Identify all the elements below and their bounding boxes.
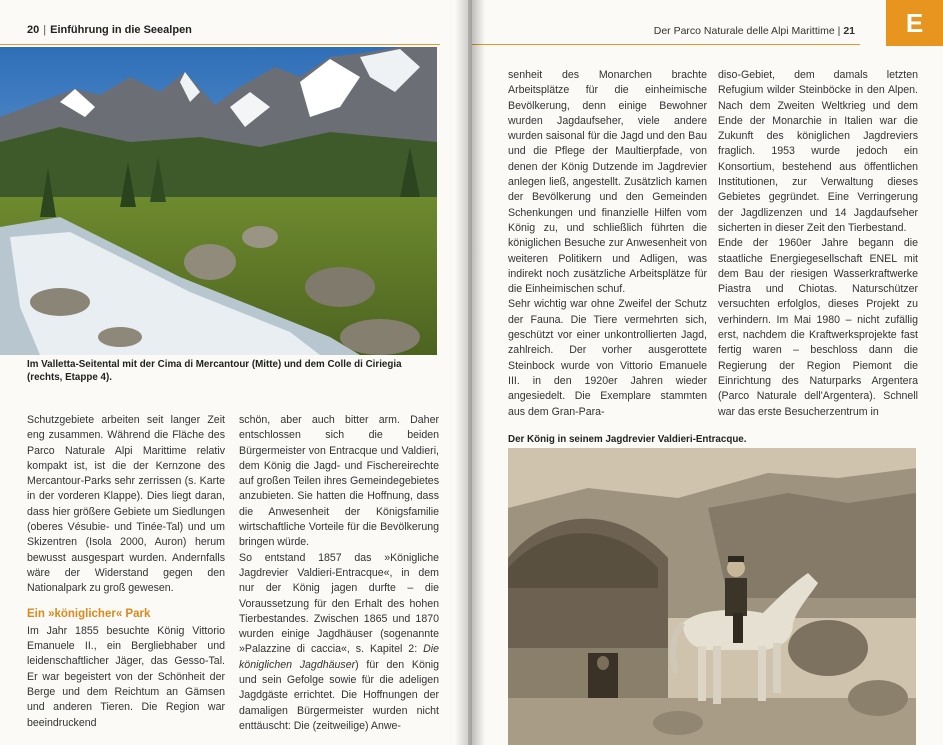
right-running-header (654, 25, 855, 37)
paragraph: Ende der 1960er Jahre begann die staatliche Energiegesellschaft ENEL mit dem Bau der riesigen Wasserkraftwerke Piastra und Chiotas. Naturschützer versuchten erfolglos, dieses Projekt zu verhindern. Im Mai 1980 – nicht zufällig erst, nachdem die Kraftwerksprojekte fast fertig waren – beschloss dann die Regierung der Region Piemont die Einrichtung des Naturparks Argentera (Parco Naturale dell'Argentera). Schnell war das erste Besucherzentrum in (718, 237, 918, 418)
left-text-column-2 (239, 413, 439, 734)
header-separator: | (43, 24, 47, 36)
left-page (0, 0, 468, 745)
valletta-valley-photo (0, 47, 437, 355)
left-header-title: Einführung in die Seealpen (50, 24, 192, 36)
left-page-number: 20 (27, 24, 40, 36)
right-page-number: 21 (843, 25, 855, 37)
paragraph (239, 551, 439, 735)
paragraph: Schutzgebiete arbeiten seit langer Zeit eng zusammen. Während die Fläche des Parco Naturale Alpi Marittime relativ kompakt ist, ist die der Kernzone des Mercantour-Parks sehr zerrissen (s. Karte in der vorderen Klappe). Dies liegt daran, dass hier größere Gebiete um Siedlungen (oberes Vésubie- und Tinée-Tal) und um Skizentren (Isola 2000, Auron) herum bewusst ausgespart wurden. Andernfalls wäre der Widerstand gegen den Nationalpark zu groß gewesen. (27, 414, 225, 595)
paragraph: diso-Gebiet, dem damals letzten Refugium wilder Steinböcke in den Alpen. Nach dem Zweiten Weltkrieg und dem Ende der Monarchie in Italien war die Zukunft des königlichen Jagdreviers fraglich. 1953 wurde jedoch ein Konsortium, bestehend aus öffentlichen Institutionen, zur Verwaltung dieses Gebietes gegründet. Eine Verringerung der Jagdlizenzen und 14 Jagdaufseher sicherten in dieser Zeit den Tierbestand. (718, 69, 918, 234)
header-separator: | (837, 25, 841, 37)
paragraph: schön, aber auch bitter arm. Daher entschlossen sich die beiden Bürgermeister von Entracque und Valdieri, dem König die Jagd- und Fischereirechte auf großen Teilen ihres Gemeindegebietes anzubieten. Sie hatten die Hoffnung, dass die Anwesenheit der Königsfamilie wirtschaftliche Vorteile für die Bevölkerung bringen würde. (239, 414, 439, 549)
chapter-reference: Die königlichen Jagdhäuser (239, 643, 439, 671)
header-rule (0, 44, 440, 45)
right-header-title: Der Parco Naturale delle Alpi Marittime (653, 25, 835, 37)
chapter-tab: E (886, 0, 943, 46)
paragraph: Sehr wichtig war ohne Zweifel der Schutz der Fauna. Die Tiere vermehrten sich, geschützt vor einer unkontrollierten Jagd, zahlreich. Der vorher ausgerottete Steinbock wurde von Vittorio Emanuele III. in den 1920er Jahren wieder angesiedelt. Die Exemplare stammten aus dem Gran-Para- (508, 298, 707, 418)
photo-caption: Im Valletta-Seitental mit der Cima di Mercantour (Mitte) und dem Colle di Ciriegia (rechts, Etappe 4). (27, 359, 402, 383)
left-running-header (27, 24, 192, 36)
paragraph: Im Jahr 1855 besuchte König Vittorio Emanuele II., ein Bergliebhaber und leidenschaftlicher Jäger, das Gesso-Tal. Er war begeistert von der Schönheit der Berge und dem Reichtum an Gämsen und anderen Tieren. Die Region war beeindruckend (27, 624, 225, 729)
right-page (472, 0, 943, 745)
left-text-column-1 (27, 413, 225, 731)
header-rule (472, 44, 860, 45)
right-text-column-1 (508, 68, 707, 420)
section-subheading: Ein »königlicher« Park (27, 607, 151, 620)
text-run: ) für den König und sein Gefolge sowie für die adeligen Jagdgäste errichtet. Die Hoffnungen der damaligen Bürgermeister wurden nicht enttäuscht: Die (zeitweilige) Anwe- (239, 658, 439, 732)
photo-caption: Der König in seinem Jagdrevier Valdieri-Entracque. (508, 434, 747, 445)
king-on-horse-photo (508, 448, 916, 745)
text-run: So entstand 1857 das »Königliche Jagdrevier Valdieri-Entracque«, in dem nur der König jagen durfte – die Voraussetzung für den Erhalt des hohen Tierbestandes. Zwischen 1865 und 1870 wurden einige Jagdhäuser (sogenannte »Palazzine di caccia«, s. Kapitel 2: (239, 551, 439, 656)
paragraph: senheit des Monarchen brachte Arbeitsplätze für die einheimische Bevölkerung, denn einige Bewohner wurden Jagdaufseher, viele andere wurden saisonal für die Jagd und den Bau und die Pflege der Maultierpfade, von denen der König Dutzende im Jagdrevier anlegen ließ, angestellt. Zusätzlich kamen der Bevölkerung und den Gemeinden Schenkungen und finanzielle Hilfen vom König zu, und schließlich führten die königlichen Besuche zur Anwesenheit von weiteren Politikern und Adligen, was indirekt noch zusätzliche Arbeitsplätze für die Einheimischen schuf. (508, 69, 707, 296)
right-text-column-2 (718, 68, 918, 420)
